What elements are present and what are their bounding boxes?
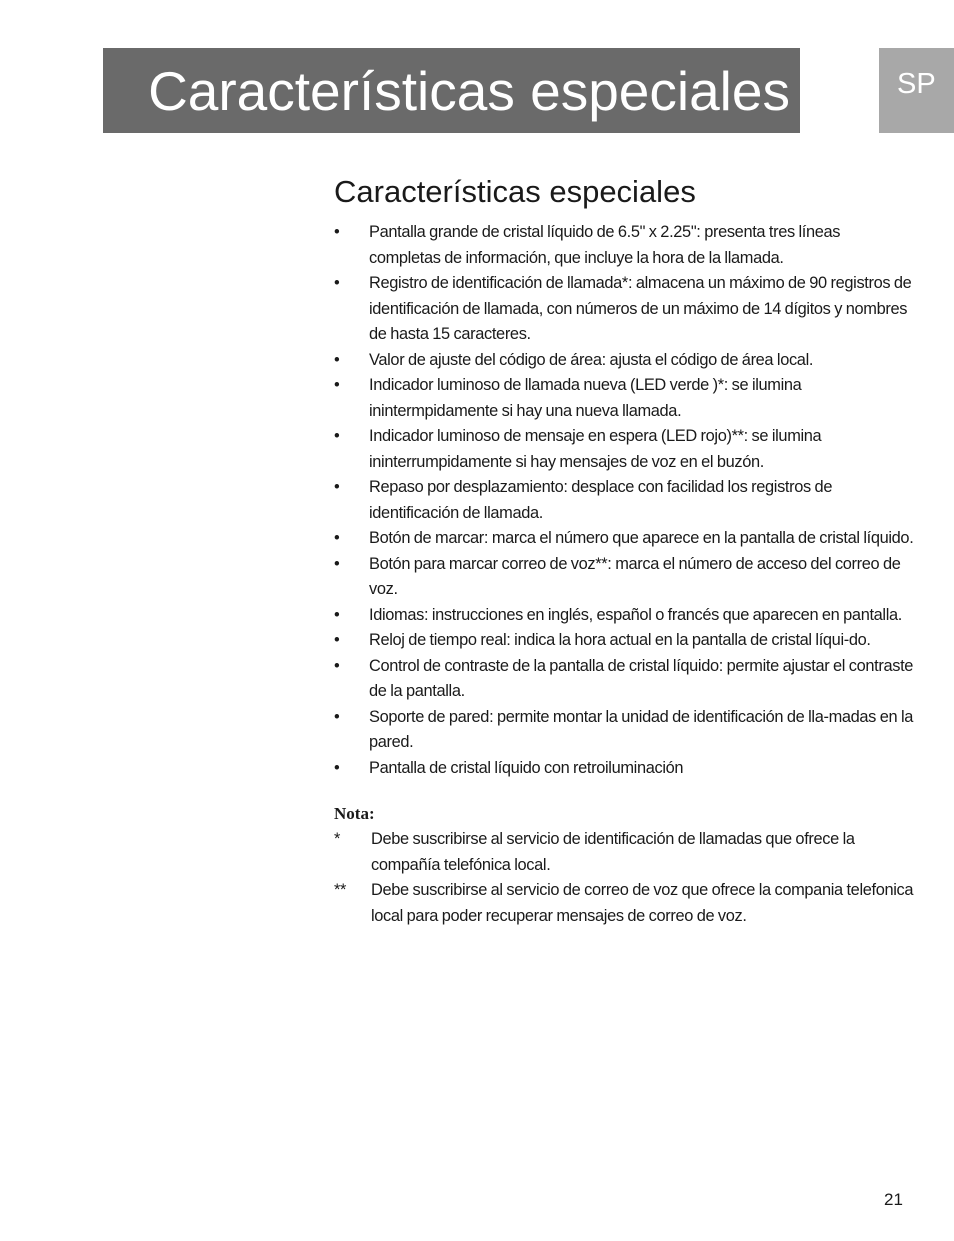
feature-text: Soporte de pared: permite montar la unidad de identificación de lla-madas en la pared. <box>369 707 914 751</box>
bullet-icon: • <box>334 350 340 369</box>
bullet-icon: • <box>334 478 340 496</box>
list-item <box>334 705 914 756</box>
section-title: Características especiales <box>334 174 696 209</box>
header-bar <box>103 48 800 133</box>
feature-text: Control de contraste de la pantalla de cristal líquido: permite ajustar el contraste de la pantalla. <box>369 656 914 700</box>
list-item <box>334 373 914 424</box>
list-item <box>334 526 914 552</box>
note-marker: ** <box>334 881 347 899</box>
note-text: Debe suscribirse al servicio de identificación de llamadas que ofrece la compañía telefónica local. <box>371 830 855 874</box>
list-item <box>334 603 914 629</box>
main-content <box>334 172 914 929</box>
list-item <box>334 756 914 782</box>
feature-text: Indicador luminoso de llamada nueva (LED verde )*: se ilumina inintermpidamente si hay una nueva llamada. <box>369 376 802 420</box>
note-marker: * <box>334 830 341 848</box>
list-item <box>334 654 914 705</box>
list-item <box>334 475 914 526</box>
language-tab-label: SP <box>897 68 936 100</box>
feature-text: Valor de ajuste del código de área: ajusta el código de área local. <box>369 350 814 369</box>
note-item <box>334 878 914 929</box>
feature-list <box>334 220 914 781</box>
bullet-icon: • <box>334 529 340 547</box>
page-title: Características especiales <box>148 60 790 122</box>
note-item <box>334 827 914 878</box>
bullet-icon: • <box>334 758 340 777</box>
note-text: Debe suscribirse al servicio de correo de voz que ofrece la compania telefonica local para poder recuperar mensajes de correo de voz. <box>371 881 914 925</box>
feature-text: Pantalla de cristal líquido con retroiluminación <box>369 758 684 777</box>
list-item <box>334 424 914 475</box>
feature-text: Botón para marcar correo de voz**: marca el número de acceso del correo de voz. <box>369 554 901 598</box>
bullet-icon: • <box>334 554 340 573</box>
list-item <box>334 348 914 374</box>
list-item <box>334 552 914 603</box>
feature-text: Registro de identificación de llamada*: almacena un máximo de 90 registros de identificación de llamada, con números de un máximo de 14 dígitos y nombres de hasta 15 caracteres. <box>369 274 912 343</box>
note-heading: Nota: <box>334 804 375 823</box>
feature-text: Reloj de tiempo real: indica la hora actual en la pantalla de cristal líqui-do. <box>369 631 871 649</box>
feature-text: Indicador luminoso de mensaje en espera (LED rojo)**: se ilumina ininterrumpidamente si hay mensajes de voz en el buzón. <box>369 427 822 471</box>
bullet-icon: • <box>334 605 340 624</box>
feature-text: Pantalla grande de cristal líquido de 6.5" x 2.25": presenta tres líneas completas de información, que incluye la hora de la llamada. <box>369 223 841 267</box>
note-list <box>334 827 914 929</box>
list-item <box>334 271 914 348</box>
bullet-icon: • <box>334 656 340 675</box>
page-number: 21 <box>884 1190 903 1209</box>
feature-text: Idiomas: instrucciones en inglés, español o francés que aparecen en pantalla. <box>369 605 902 624</box>
bullet-icon: • <box>334 376 340 394</box>
list-item <box>334 628 914 654</box>
bullet-icon: • <box>334 274 340 292</box>
feature-text: Repaso por desplazamiento: desplace con facilidad los registros de identificación de llamada. <box>369 478 833 522</box>
bullet-icon: • <box>334 427 340 445</box>
bullet-icon: • <box>334 223 340 241</box>
bullet-icon: • <box>334 707 340 726</box>
list-item <box>334 220 914 271</box>
bullet-icon: • <box>334 631 340 649</box>
feature-text: Botón de marcar: marca el número que aparece en la pantalla de cristal líquido. <box>369 529 914 547</box>
language-tab <box>879 48 954 133</box>
